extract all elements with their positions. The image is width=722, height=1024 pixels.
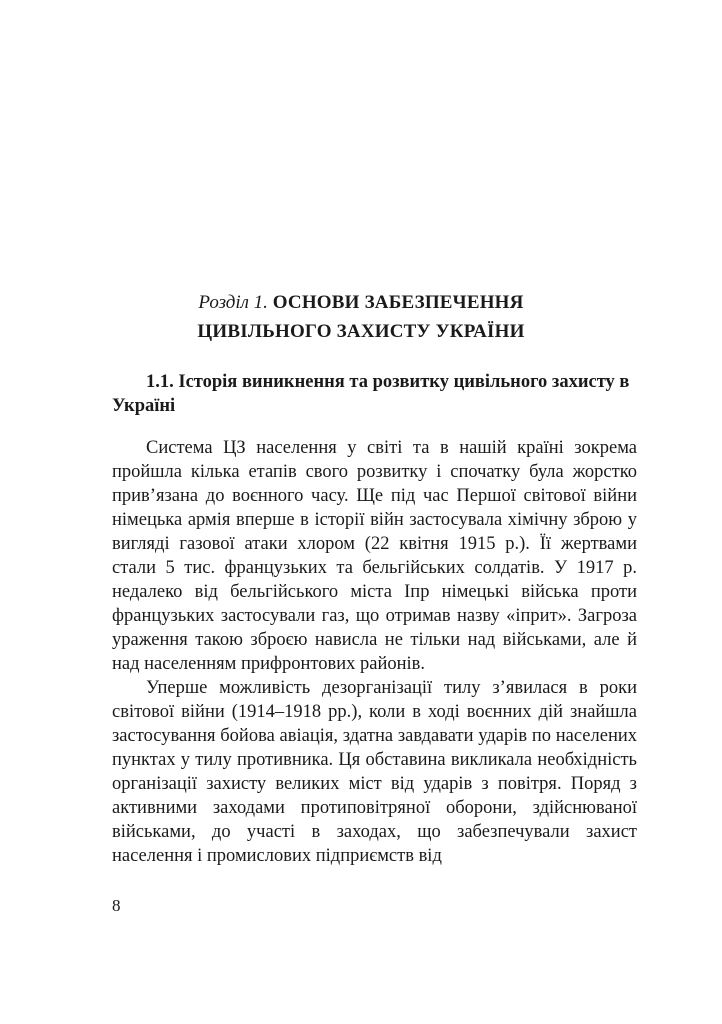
chapter-title	[112, 288, 610, 346]
chapter-label: Розділ 1.	[198, 292, 268, 313]
paragraph: Уперше можливість дезорганізації тилу з’явилася в роки світової війни (1914–1918 рр.), коли в ході воєнних дій знайшла застосування бойова авіація, здатна завдавати ударів по населених пунктах у тилу противника. Ця обставина викликала необхідність організації захисту великих міст від ударів з повітря. Поряд з активними заходами протиповітряної оборони, здійснюваної військами, до участі в заходах, що забезпечували захист населення і промислових підприємств від	[112, 678, 637, 866]
section-title: 1.1. Історія виникнення та розвитку цивільного захисту в Україні	[112, 372, 630, 416]
paragraph: Система ЦЗ населення у світі та в нашій країні зокрема пройшла кілька етапів свого розвитку і спочатку була жорстко прив’язана до воєнного часу. Ще під час Першої світової війни німецька армія вперше в історії війн застосувала хімічну зброю у вигляді газової атаки хлором (22 квітня 1915 р.). Її жертвами стали 5 тис. французьких та бельгійських солдатів. У 1917 р. недалеко від бельгійського міста Іпр німецькі війська проти французьких застосували газ, що отримав назву «іприт». Загроза ураження такою зброєю нависла не тільки над військами, але й над населенням прифронтових районів.	[112, 438, 637, 674]
body-text	[112, 436, 637, 868]
chapter-title-line1: ОСНОВИ ЗАБЕЗПЕЧЕННЯ	[272, 292, 524, 313]
page-number: 8	[112, 896, 121, 915]
chapter-title-line2: ЦИВІЛЬНОГО ЗАХИСТУ УКРАЇНИ	[197, 321, 525, 342]
